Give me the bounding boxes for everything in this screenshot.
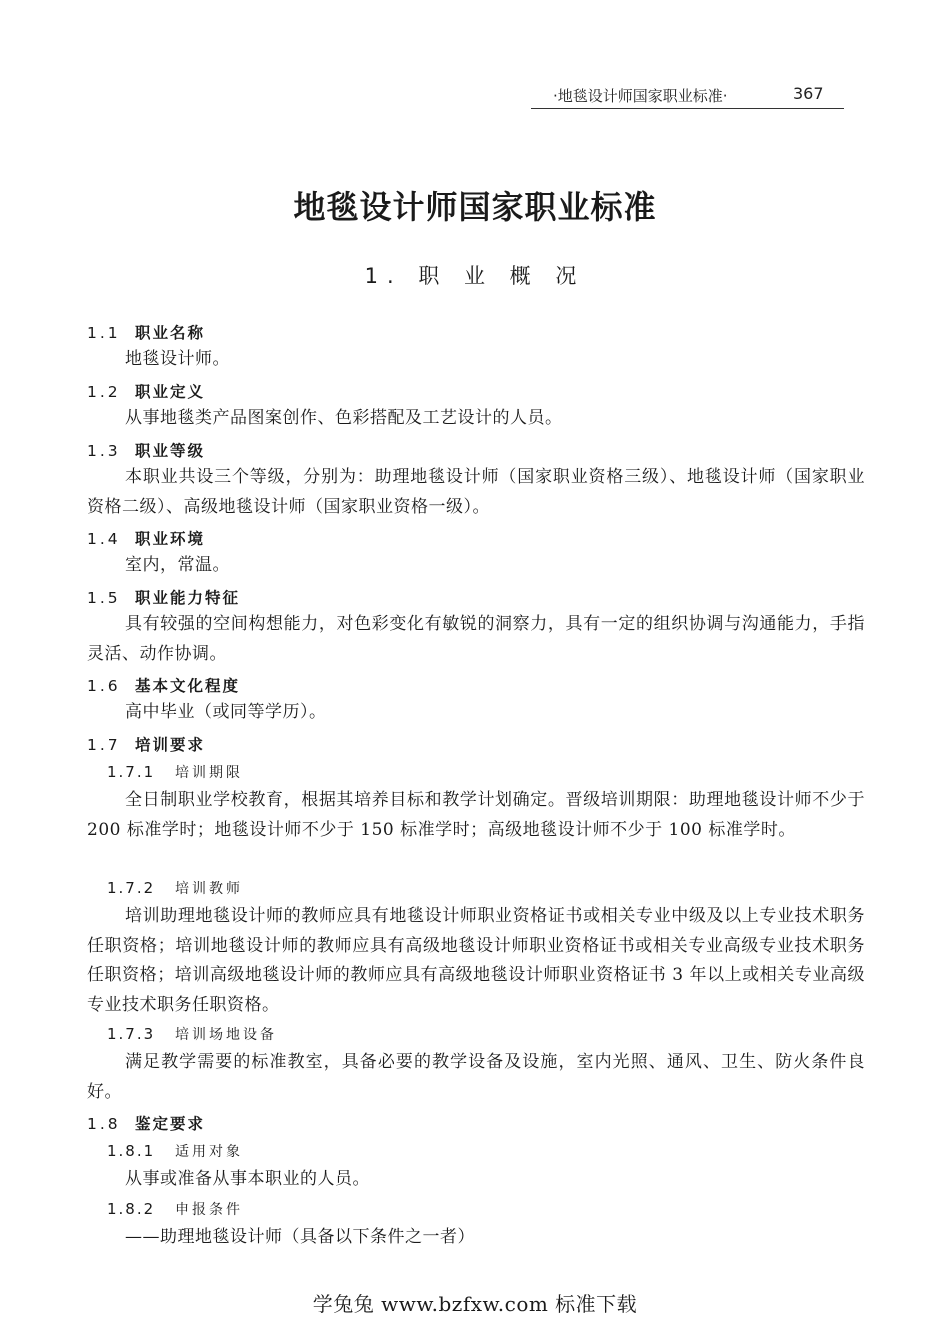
heading-text: 培训教师 (175, 881, 243, 897)
heading-text: 培训期限 (175, 765, 243, 781)
heading-1-3 (87, 439, 205, 461)
heading-number: 1.7.1 (107, 763, 156, 781)
paragraph-1-7-3: 满足教学需要的标准教室，具备必要的教学设备及设施，室内光照、通风、卫生、防火条件良好。 (87, 1052, 865, 1102)
heading-text: 职业等级 (135, 442, 206, 460)
paragraph-1-2: 从事地毯类产品图案创作、色彩搭配及工艺设计的人员。 (125, 408, 563, 428)
running-head (531, 84, 844, 109)
heading-1-4 (87, 527, 205, 549)
heading-number: 1.5 (87, 589, 121, 607)
heading-1-6 (87, 674, 240, 696)
heading-1-8 (87, 1112, 205, 1134)
heading-1-2 (87, 380, 205, 402)
heading-number: 1.7 (87, 736, 121, 754)
heading-1-1 (87, 321, 205, 343)
paragraph-1-7-1: 全日制职业学校教育，根据其培养目标和教学计划确定。晋级培训期限：助理地毯设计师不少于 200 标准学时；地毯设计师不少于 150 标准学时；高级地毯设计师不少于 100 标准学时。 (87, 790, 865, 840)
heading-text: 培训要求 (135, 736, 206, 754)
heading-text: 职业能力特征 (135, 589, 241, 607)
paragraph-1-7-2: 培训助理地毯设计师的教师应具有地毯设计师职业资格证书或相关专业中级及以上专业技术职务任职资格；培训地毯设计师的教师应具有高级地毯设计师职业资格证书或相关专业高级专业技术职务任职资格；培训高级地毯设计师的教师应具有高级地毯设计师职业资格证书 3 年以上或相关专业高级专业技术职务任职资格。 (87, 906, 865, 1015)
heading-number: 1.2 (87, 383, 121, 401)
heading-text: 职业名称 (135, 324, 206, 342)
heading-1-7-2 (107, 878, 243, 898)
heading-number: 1.8.2 (107, 1200, 156, 1218)
paragraph-1-6: 高中毕业（或同等学历）。 (125, 702, 327, 722)
heading-1-7 (87, 733, 205, 755)
paragraph-1-1: 地毯设计师。 (125, 349, 230, 369)
heading-number: 1.3 (87, 442, 121, 460)
paragraph-1-3: 本职业共设三个等级，分别为：助理地毯设计师（国家职业资格三级）、地毯设计师（国家职业资格二级）、高级地毯设计师（国家职业资格一级）。 (87, 467, 865, 517)
heading-text: 基本文化程度 (135, 677, 241, 695)
page-number: 367 (793, 84, 824, 103)
paragraph-1-8-1: 从事或准备从事本职业的人员。 (125, 1169, 370, 1189)
heading-1-7-3 (107, 1024, 277, 1044)
heading-number: 1.8 (87, 1115, 121, 1133)
heading-number: 1.4 (87, 530, 121, 548)
heading-number: 1.8.1 (107, 1142, 156, 1160)
heading-text: 培训场地设备 (175, 1027, 277, 1043)
heading-number: 1.7.3 (107, 1025, 156, 1043)
heading-1-8-1 (107, 1141, 243, 1161)
footer-watermark: 学兔兔 www.bzfxw.com 标准下载 (312, 1292, 638, 1316)
running-head-title: ·地毯设计师国家职业标准· (553, 87, 728, 105)
heading-text: 适用对象 (175, 1144, 243, 1160)
heading-text: 鉴定要求 (135, 1115, 206, 1133)
heading-number: 1.6 (87, 677, 121, 695)
heading-text: 职业定义 (135, 383, 206, 401)
paragraph-1-4: 室内，常温。 (125, 555, 230, 575)
document-title: 地毯设计师国家职业标准 (293, 188, 657, 226)
paragraph-1-5: 具有较强的空间构想能力，对色彩变化有敏锐的洞察力，具有一定的组织协调与沟通能力，手指灵活、动作协调。 (87, 614, 865, 664)
heading-text: 申报条件 (175, 1202, 243, 1218)
section-title: 1. 职 业 概 况 (364, 264, 586, 288)
paragraph-1-8-2: ——助理地毯设计师（具备以下条件之一者） (125, 1227, 475, 1247)
heading-text: 职业环境 (135, 530, 206, 548)
heading-1-8-2 (107, 1199, 243, 1219)
heading-1-7-1 (107, 762, 243, 782)
heading-number: 1.7.2 (107, 879, 156, 897)
heading-number: 1.1 (87, 324, 121, 342)
heading-1-5 (87, 586, 240, 608)
